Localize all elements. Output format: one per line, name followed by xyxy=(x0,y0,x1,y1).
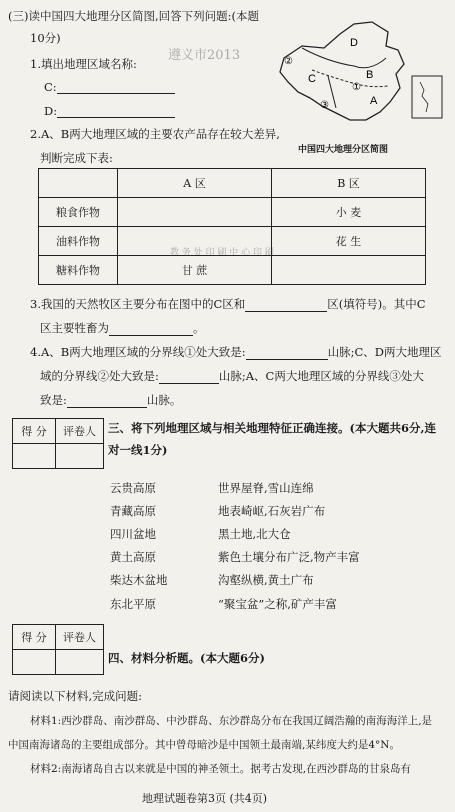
score-input-cell[interactable] xyxy=(13,650,56,675)
section3-title-line2: 对一线1分) xyxy=(108,443,168,457)
q3-4-text-f: 山脉。 xyxy=(146,393,182,407)
d-label: D: xyxy=(44,104,58,118)
reading-intro: 请阅读以下材料,完成问题: xyxy=(8,689,143,703)
china-region-map xyxy=(262,18,452,140)
bleed-text-top: 遵义市2013 xyxy=(168,48,241,63)
q3-4-text-e: 致是: xyxy=(40,393,67,407)
map-caption: 中国四大地理分区简图 xyxy=(298,145,389,155)
score-row-inputs xyxy=(13,444,104,469)
region-item[interactable]: 柴达木盆地 xyxy=(110,573,168,587)
region-item[interactable]: 青藏高原 xyxy=(110,504,156,518)
region-item[interactable]: 东北平原 xyxy=(110,597,156,611)
q3-4-line2 xyxy=(40,368,424,384)
q3-3-text-a: 3.我国的天然牧区主要分布在图中的C区和 xyxy=(30,297,246,311)
map-label-1: ① xyxy=(352,82,361,93)
d-answer-blank[interactable] xyxy=(57,105,175,118)
q3-3-text-b: 区(填符号)。其中C xyxy=(327,297,426,311)
section3-title-line1: 三、将下列地理区域与相关地理特征正确连接。(本大题共6分,连 xyxy=(108,421,436,435)
feature-item[interactable]: 世界屋脊,雪山连绵 xyxy=(218,481,314,495)
q3-4-text-c: 域的分界线②处大致是: xyxy=(40,369,159,383)
grader-label: 评卷人 xyxy=(56,625,104,650)
q3-header-line2: 10分) xyxy=(30,31,61,45)
d-answer-row xyxy=(44,104,175,118)
score-label: 得 分 xyxy=(13,419,56,444)
q3-4-blank-1[interactable] xyxy=(246,347,328,360)
material1-line1: 材料1:西沙群岛、南沙群岛、中沙群岛、东沙群岛分布在我国辽阔浩瀚的南海海洋上,是 xyxy=(30,715,433,727)
map-label-2: ② xyxy=(284,56,293,67)
q3-3-blank-1[interactable] xyxy=(245,299,327,312)
table-cell: 花 生 xyxy=(272,227,426,256)
bleed-text-mid: 教 务 处 印 刷 中 心 印 刷 xyxy=(170,248,274,258)
section4-title: 四、材料分析题。(本大题6分) xyxy=(108,651,265,665)
c-answer-blank[interactable] xyxy=(57,81,175,94)
table-header-cell: A 区 xyxy=(118,169,272,198)
table-cell: 甘 蔗 xyxy=(118,256,272,285)
q3-4-text-a: 4.A、B两大地理区域的分界线①处大致是: xyxy=(30,345,246,359)
material2-line1: 材料2:南海诸岛自古以来就是中国的神圣领土。据考古发现,在西沙群岛的甘泉岛有 xyxy=(30,763,412,775)
q3-3-line1 xyxy=(30,296,426,312)
map-label-c: C xyxy=(308,73,316,85)
score-label: 得 分 xyxy=(13,625,56,650)
q3-4-line3 xyxy=(40,392,181,408)
table-row xyxy=(39,227,426,256)
map-label-d: D xyxy=(350,37,358,49)
feature-item[interactable]: 黑土地,北大仓 xyxy=(218,527,291,541)
map-label-a: A xyxy=(370,95,378,107)
table-cell: 油料作物 xyxy=(39,227,118,256)
region-item[interactable]: 云贵高原 xyxy=(110,481,156,495)
feature-item[interactable]: “聚宝盆”之称,矿产丰富 xyxy=(218,597,337,611)
q3-header-line1: (三)读中国四大地理分区简图,回答下列问题:(本题 xyxy=(8,9,259,23)
score-box-section3 xyxy=(12,418,104,469)
q3-3-text-c: 区主要牲畜为 xyxy=(40,321,109,335)
feature-item[interactable]: 地表崎岖,石灰岩广布 xyxy=(218,504,326,518)
page-footer: 地理试题卷第3页 (共4页) xyxy=(142,792,268,805)
table-cell: 糖料作物 xyxy=(39,256,118,285)
map-label-3: ③ xyxy=(320,100,329,111)
q3-4-blank-3[interactable] xyxy=(67,395,147,408)
feature-item[interactable]: 沟壑纵横,黄土广布 xyxy=(218,573,314,587)
table-answer-cell[interactable] xyxy=(272,256,426,285)
q3-1-prompt: 1.填出地理区域名称: xyxy=(30,57,137,71)
region-item[interactable]: 黄土高原 xyxy=(110,550,156,564)
q3-4-text-b: 山脉;C、D两大地理区 xyxy=(327,345,442,359)
q3-4-blank-2[interactable] xyxy=(159,371,219,384)
table-answer-cell[interactable] xyxy=(118,227,272,256)
grader-input-cell[interactable] xyxy=(56,650,104,675)
score-row-labels xyxy=(13,625,104,650)
table-cell: 小 麦 xyxy=(272,198,426,227)
table-row xyxy=(39,198,426,227)
table-row xyxy=(39,256,426,285)
q3-4-line1 xyxy=(30,344,442,360)
q3-2-line1: 2.A、B两大地理区域的主要农产品存在较大差异, xyxy=(30,127,280,141)
table-row xyxy=(39,169,426,198)
table-answer-cell[interactable] xyxy=(118,198,272,227)
c-answer-row xyxy=(44,80,175,94)
table-header-cell: B 区 xyxy=(272,169,426,198)
c-label: C: xyxy=(44,80,57,94)
q3-3-blank-2[interactable] xyxy=(109,323,193,336)
q3-4-text-d: 山脉;A、C两大地理区域的分界线③处大 xyxy=(218,369,424,383)
feature-item[interactable]: 紫色土壤分布广泛,物产丰富 xyxy=(218,550,360,564)
grader-input-cell[interactable] xyxy=(56,444,104,469)
table-header-cell xyxy=(39,169,118,198)
material1-line2: 中国南海诸岛的主要组成部分。其中曾母暗沙是中国领土最南端,某纬度大约是4°N。 xyxy=(8,739,400,751)
region-item[interactable]: 四川盆地 xyxy=(110,527,156,541)
q3-3-text-d: 。 xyxy=(193,321,205,335)
table-cell: 粮食作物 xyxy=(39,198,118,227)
score-input-cell[interactable] xyxy=(13,444,56,469)
q3-3-line2 xyxy=(40,320,205,336)
map-label-b: B xyxy=(366,69,374,81)
score-row-labels xyxy=(13,419,104,444)
score-box-section4 xyxy=(12,624,104,675)
q3-2-line2: 判断完成下表: xyxy=(40,151,113,165)
grader-label: 评卷人 xyxy=(56,419,104,444)
crop-table xyxy=(38,168,426,285)
score-row-inputs xyxy=(13,650,104,675)
